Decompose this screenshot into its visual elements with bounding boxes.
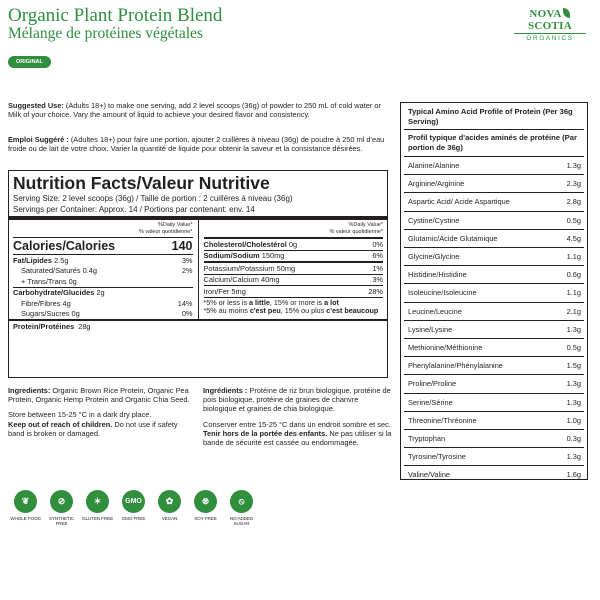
product-subtitle: Mélange de protéines végétales	[8, 25, 203, 42]
amino-value: 0.5g	[566, 343, 581, 353]
amino-name: Serine/Sérine	[408, 397, 453, 407]
amino-value: 1.3g	[566, 397, 581, 407]
amino-name: Methionine/Méthionine	[408, 343, 483, 353]
nutrient-label: Saturated/Saturés 0.4g	[21, 266, 98, 275]
dv-header-fr: % valeur quotidienne*	[138, 228, 193, 235]
nutrient-row	[13, 254, 193, 266]
amino-row	[404, 339, 584, 357]
certification-item	[8, 490, 43, 526]
amino-row	[404, 284, 584, 302]
product-title: Organic Plant Protein Blend	[8, 5, 223, 26]
storage-fr: Conserver entre 15-25 °C dans un endroit sombre et sec.	[203, 419, 391, 429]
calories-value: 140	[171, 239, 193, 253]
daily-value-header	[13, 220, 193, 237]
nutrient-row	[204, 274, 384, 286]
nutrient-dv: 14%	[177, 298, 193, 308]
amino-row	[404, 266, 584, 284]
amino-value: 2.1g	[566, 306, 581, 316]
amino-row	[404, 303, 584, 321]
amino-name: Proline/Proline	[408, 379, 457, 389]
servings-per-container: Servings per Container: Approx. 14 / Portions par contenant: env. 14	[13, 204, 255, 214]
amino-name: Cystine/Cystine	[408, 215, 460, 225]
nutrient-row	[13, 276, 193, 287]
whole-food-icon: ❦	[14, 490, 37, 513]
protein-row	[9, 319, 387, 332]
dv-header-en: %Daily Value*	[158, 222, 193, 228]
storage-en: Store between 15-25 °C in a dark dry place.	[8, 410, 152, 420]
amino-row	[404, 466, 584, 483]
certification-item	[80, 490, 115, 526]
nutrient-dv: 1%	[372, 263, 383, 273]
nutrient-dv: 6%	[372, 251, 383, 260]
amino-name: Threonine/Thréonine	[408, 415, 477, 425]
dv-header-en: %Daily Value*	[348, 222, 383, 228]
nutrient-label: Sugars/Sucres 0g	[21, 309, 80, 318]
soy-free-icon: ⊗	[194, 490, 217, 513]
brand-name-part-1: NOVA	[529, 8, 562, 20]
nutrition-heading: Nutrition Facts/Valeur Nutritive	[13, 173, 270, 193]
amino-name: Arginine/Arginine	[408, 179, 465, 189]
amino-row	[404, 157, 584, 175]
ingredients-en-text: Organic Brown Rice Protein, Organic Pea Protein, Organic Hemp Protein and Organic Chia Seed.	[8, 386, 190, 405]
amino-name: Aspartic Acid/ Acide Aspartique	[408, 197, 510, 207]
amino-row	[404, 375, 584, 393]
ingredients-fr-text: Protéine de riz brun biologique, protéine de pois biologique, protéine de graines de chanvre biologique et graines de chia biologique.	[203, 386, 391, 414]
calories-row	[13, 237, 193, 254]
serving-size: Serving Size: 2 level scoops (36g) / Taille de portion : 2 cuillères à niveau (36g)	[13, 194, 293, 203]
amino-row	[404, 448, 584, 466]
amino-value: 1.3g	[566, 452, 581, 462]
brand-tagline: ORGANICS	[514, 33, 586, 42]
calories-label: Calories/Calories	[13, 239, 116, 253]
ingredients-fr	[203, 386, 393, 447]
nutrient-row	[13, 266, 193, 277]
ingredients-en	[8, 386, 193, 438]
amino-heading-fr: Profil typique d'acides aminés de protéine (Par portion de 36g)	[404, 130, 584, 157]
amino-value: 1.3g	[566, 324, 581, 334]
brand-name-part-2: SCOTIA	[528, 20, 572, 32]
nutrient-label: Fat/Lipides	[13, 255, 53, 265]
amino-value: 4.5g	[566, 233, 581, 243]
certification-label: GLUTEN FREE	[81, 516, 114, 521]
amino-name: Tryptophan	[408, 434, 446, 444]
nutrient-label: Sodium/Sodium	[203, 251, 260, 260]
amino-row	[404, 212, 584, 230]
nutrition-facts-table	[8, 170, 388, 378]
vegan-icon: ✿	[158, 490, 181, 513]
amino-row	[404, 248, 584, 266]
certification-label: VEGAN	[161, 516, 178, 521]
nutrient-dv: 0%	[181, 309, 193, 318]
daily-value-footnote	[204, 297, 384, 316]
nutrient-row	[13, 298, 193, 309]
warning-fr: Tenir hors de la portée des enfants. Ne pas utiliser si la bande de sécurité est cassée ou endommagée.	[203, 428, 392, 448]
nutrient-row	[204, 261, 384, 274]
amino-row	[404, 175, 584, 193]
certification-item	[44, 490, 79, 526]
certification-item	[116, 490, 151, 526]
footnote-en: *5% or less is a little, 15% or more is a lot	[203, 297, 339, 307]
suggested-use-fr-text: (Adultes 18+) pour faire une portion, ajouter 2 cuillères à niveau (36g) de poudre à 250 ml d'eau froide ou de lait de votre choix. Varier la quantité de liquide pour obtenir la saveur et la consistance désirées.	[8, 135, 385, 154]
footnote-fr: *5% au moins c'est peu, 15% ou plus c'est beaucoup	[203, 306, 379, 316]
warning-en: Keep out of reach of children. Do not use if safety band is broken or damaged.	[8, 419, 178, 438]
nutrient-row	[13, 287, 193, 299]
amino-value: 2.8g	[566, 197, 581, 207]
amino-name: Valine/Valine	[408, 470, 451, 480]
nutrition-left-column	[13, 220, 199, 319]
amino-rows	[404, 157, 584, 484]
amino-name: Glutamic/Acide Glutamique	[408, 233, 498, 243]
amino-value: 0.3g	[566, 434, 581, 444]
nutrient-amount: 150mg	[259, 251, 285, 260]
amino-name: Isoleucine/Isoleucine	[408, 288, 477, 298]
gmo-free-icon: GMO	[122, 490, 145, 513]
amino-value: 1.1g	[566, 252, 581, 262]
amino-value: 1.3g	[566, 379, 581, 389]
amino-name: Alanine/Alanine	[408, 161, 460, 170]
nutrient-row	[13, 309, 193, 320]
nutrient-label: Calcium/Calcium 40mg	[203, 275, 280, 284]
gluten-free-icon: ✶	[86, 490, 109, 513]
nutrient-dv: 2%	[181, 266, 193, 275]
daily-value-header	[204, 220, 384, 237]
amino-row	[404, 430, 584, 448]
amino-value: 1.1g	[566, 288, 581, 298]
amino-value: 1.5g	[566, 361, 581, 371]
protein-value: 28g	[78, 322, 91, 331]
nutrient-amount: 2g	[94, 288, 105, 297]
amino-row	[404, 412, 584, 430]
amino-value: 0.6g	[566, 270, 581, 280]
amino-name: Tyrosine/Tyrosine	[408, 452, 466, 462]
nutrient-row	[204, 285, 384, 297]
certification-label: NO ADDED SUGAR	[229, 516, 254, 526]
amino-name: Phenylalanine/Phénylalanine	[408, 361, 503, 371]
amino-heading-en: Typical Amino Acid Profile of Protein (Per 36g Serving)	[404, 103, 584, 130]
nutrition-right-column	[199, 220, 384, 319]
nutrient-dv: 3%	[372, 275, 383, 284]
nutrient-dv: 0%	[372, 239, 383, 249]
certification-item	[152, 490, 187, 526]
nutrient-label: Cholesterol/Cholestérol	[203, 239, 287, 249]
amino-acid-table	[400, 102, 588, 480]
no-added-sugar-icon: ⦸	[230, 490, 253, 513]
synthetic-free-icon: ⊘	[50, 490, 73, 513]
certification-icons	[8, 490, 260, 526]
protein-label: Protein/Protéines	[13, 322, 75, 331]
nutrient-dv: 28%	[368, 286, 383, 296]
amino-row	[404, 321, 584, 339]
flavor-badge: ORIGINAL	[8, 56, 51, 68]
suggested-use-fr-label: Emploi Suggéré :	[8, 135, 69, 144]
suggested-use-fr	[8, 135, 390, 154]
amino-name: Leucine/Leucine	[408, 306, 462, 316]
nutrient-row	[204, 250, 384, 262]
amino-value: 0.5g	[566, 215, 581, 225]
certification-label: SOY FREE	[194, 516, 217, 521]
amino-value: 1.0g	[566, 415, 581, 425]
nutrient-label: Potassium/Potassium 50mg	[203, 263, 296, 273]
nutrient-amount: 2.5g	[52, 255, 69, 265]
amino-row	[404, 230, 584, 248]
nutrient-label: Carbohydrate/Glucides	[13, 288, 95, 297]
amino-row	[404, 357, 584, 375]
certification-label: GMO FREE	[121, 516, 146, 521]
brand-logo	[514, 8, 586, 42]
suggested-use-en-text: (Adults 18+) to make one serving, add 2 level scoops (36g) of powder to 250 mL of cold water or Milk of your choice. Vary the amount of liquid to achieve your desired flavor and consistency.	[8, 101, 381, 120]
nutrient-row	[204, 237, 384, 250]
suggested-use-en	[8, 101, 390, 120]
nutrient-label: + Trans/Trans 0g	[21, 276, 77, 286]
amino-value: 1.3g	[566, 161, 581, 170]
nutrient-dv: 3%	[181, 255, 193, 265]
amino-row	[404, 193, 584, 211]
certification-label: WHOLE FOOD	[10, 516, 41, 521]
amino-row	[404, 394, 584, 412]
ingredients-fr-label: Ingrédients :	[203, 386, 248, 395]
certification-item	[188, 490, 223, 526]
amino-name: Glycine/Glycine	[408, 252, 460, 262]
amino-value: 2.3g	[566, 179, 581, 189]
amino-name: Lysine/Lysine	[408, 324, 453, 334]
nutrient-label: Fibre/Fibres 4g	[21, 298, 71, 308]
dv-header-fr: % valeur quotidienne*	[329, 228, 383, 235]
ingredients-en-label: Ingredients:	[8, 386, 51, 395]
amino-value: 1.6g	[566, 470, 581, 480]
suggested-use-en-label: Suggested Use:	[8, 101, 64, 110]
amino-name: Histidine/Histidine	[408, 270, 467, 280]
nutrient-label: Iron/Fer 5mg	[203, 286, 246, 296]
certification-label: SYNTHETIC FREE	[48, 516, 75, 526]
leaf-icon	[563, 8, 570, 18]
certification-item	[224, 490, 259, 526]
nutrient-amount: 0g	[286, 239, 298, 249]
